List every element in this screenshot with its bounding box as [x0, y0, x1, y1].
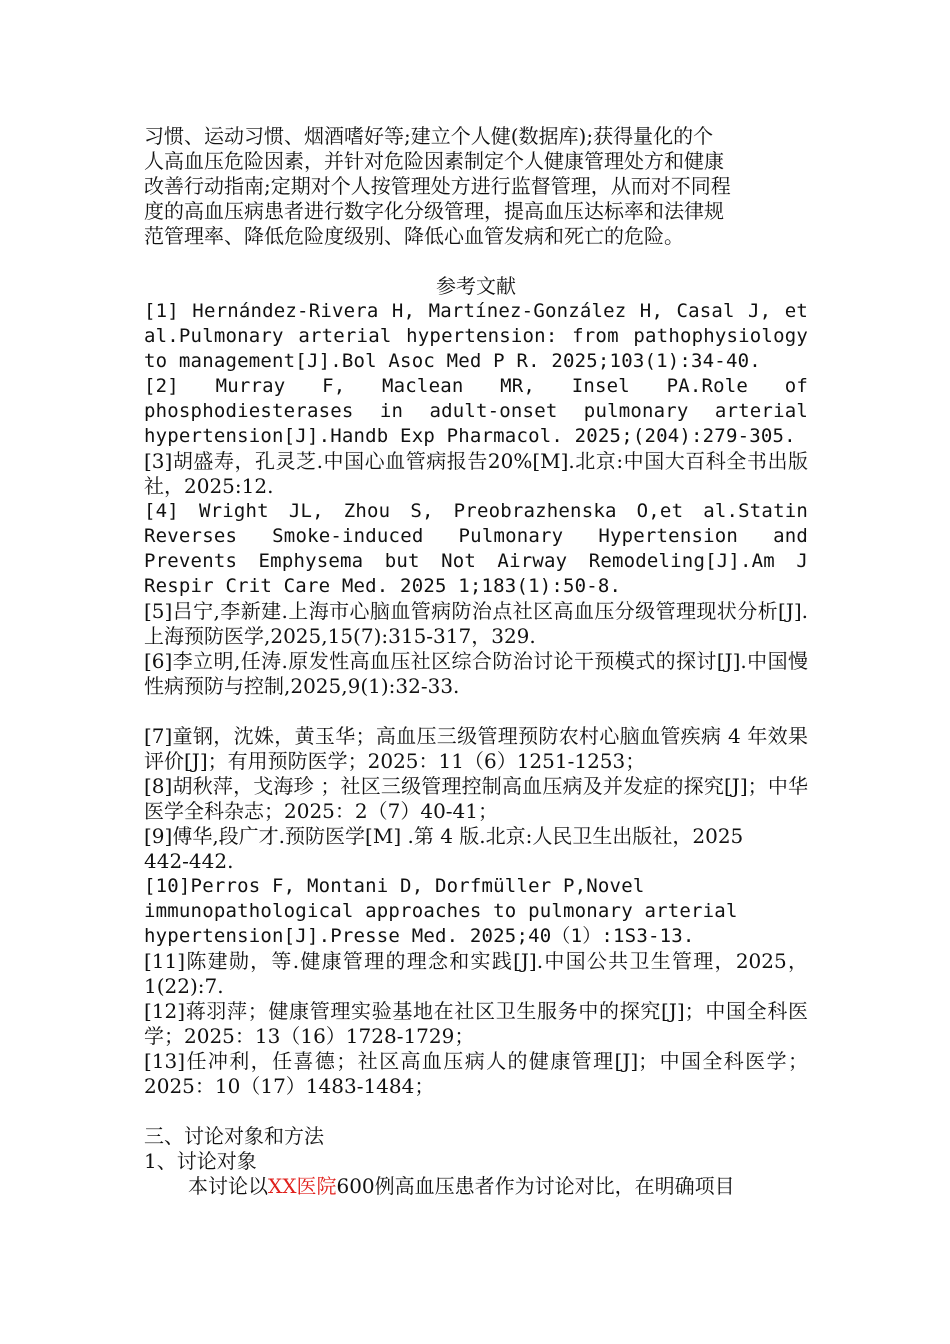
references-heading: 参考文献 — [436, 274, 516, 298]
document-page — [144, 124, 808, 1199]
references-list — [144, 299, 808, 1099]
reference-item: [11]陈建勋，等.健康管理的理念和实践[J].中国公共卫生管理，2025，1(22):7. — [144, 949, 808, 998]
reference-item: [6]李立明,任涛.原发性高血压社区综合防治讨论干预模式的探讨[J].中国慢性病预防与控制,2025,9(1):32-33. — [144, 649, 808, 698]
subsection-title: 1、讨论对象 — [144, 1149, 257, 1173]
intro-line: 范管理率、降低危险度级别、降低心血管发病和死亡的危险。 — [144, 224, 684, 248]
reference-item: [13]任冲利，任喜德；社区高血压病人的健康管理[J]；中国全科医学；2025：10（17）1483-1484； — [144, 1049, 808, 1098]
reference-item: [10]Perros F, Montani D, Dorfmüller P,Novel immunopathological approaches to pulmonary arterial hypertension[J].Presse Med. 2025;40（1）:1S3-13. — [144, 875, 738, 947]
body-text-suffix: 600例高血压患者作为讨论对比，在明确项目 — [336, 1174, 735, 1198]
reference-item: [2] Murray F, Maclean MR, Insel PA.Role of phosphodiesterases in adult-onset pulmonary arterial hypertension[J].Handb Exp Pharmacol. 2025;(204):279-305. — [144, 375, 808, 447]
reference-item: [4] Wright JL, Zhou S, Preobrazhenska O,et al.Statin Reverses Smoke-induced Pulmonary Hypertension and Prevents Emphysema but Not Airway Remodeling[J].Am J Respir Crit Care Med. 2025 1;183(1):50-8. — [144, 500, 808, 597]
section-body-paragraph — [144, 1174, 808, 1199]
intro-line: 人高血压危险因素，并针对危险因素制定个人健康管理处方和健康 — [144, 149, 724, 173]
hospital-name-highlight: XX医院 — [268, 1174, 337, 1198]
intro-paragraph — [144, 124, 808, 249]
section-title: 三、讨论对象和方法 — [144, 1124, 324, 1148]
intro-line: 习惯、运动习惯、烟酒嗜好等;建立个人健(数据库);获得量化的个 — [144, 124, 714, 148]
reference-item: [3]胡盛寿，孔灵芝.中国心血管病报告20%[M].北京:中国大百科全书出版社，2025:12. — [144, 449, 808, 498]
spacer — [144, 249, 808, 274]
reference-item: [1] Hernández-Rivera H, Martínez-González H, Casal J, et al.Pulmonary arterial hypertension: from pathophysiology to management[J].Bol Asoc Med P R. 2025;103(1):34-40. — [144, 300, 808, 372]
body-text-prefix: 本讨论以 — [188, 1174, 268, 1198]
intro-line: 度的高血压病患者进行数字化分级管理，提高血压达标率和法律规 — [144, 199, 724, 223]
reference-item: [7]童钢，沈姝，黄玉华；高血压三级管理预防农村心脑血管疾病 4 年效果评价[J]；有用预防医学；2025：11（6）1251-1253； — [144, 724, 808, 773]
intro-line: 改善行动指南;定期对个人按管理处方进行监督管理，从而对不同程 — [144, 174, 731, 198]
reference-item: [8]胡秋萍，戈海珍 ；社区三级管理控制高血压病及并发症的探究[J]；中华医学全科杂志；2025：2（7）40-41； — [144, 774, 808, 823]
reference-item: [5]吕宁,李新建.上海市心脑血管病防治点社区高血压分级管理现状分析[J].上海预防医学,2025,15(7):315-317，329. — [144, 599, 808, 648]
reference-item: [12]蒋羽萍；健康管理实验基地在社区卫生服务中的探究[J]；中国全科医学；2025：13（16）1728-1729； — [144, 999, 808, 1048]
reference-item: [9]傅华,段广才.预防医学[M] .第 4 版.北京:人民卫生出版社，2025 442-442. — [144, 824, 744, 873]
